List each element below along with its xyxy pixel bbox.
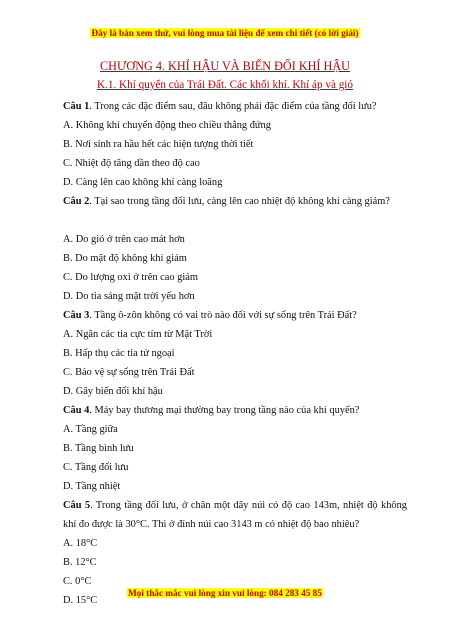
- question-text: . Máy bay thương mại thường bay trong tầng nào của khí quyển?: [89, 405, 360, 416]
- question-stem: [63, 496, 407, 534]
- answer-option: B. Tầng bình lưu: [63, 443, 134, 454]
- question-stem: [63, 401, 407, 420]
- question-label: Câu 3: [63, 310, 90, 321]
- answer-option: A. 18°C: [63, 538, 98, 549]
- question-text: . Tại sao trong tầng đối lưu, càng lên cao nhiệt độ không khí càng giảm?: [89, 196, 390, 207]
- answer-option: A. Không khí chuyển động theo chiều thẳng đứng: [63, 120, 271, 131]
- answer-option: D. Tầng nhiệt: [63, 481, 121, 492]
- answer-option: C. Bảo vệ sự sống trên Trái Đất: [63, 367, 195, 378]
- chapter-title: CHƯƠNG 4. KHÍ HẬU VÀ BIẾN ĐỔI KHÍ HẬU: [100, 59, 350, 73]
- answer-option: D. Càng lên cao không khí càng loãng: [63, 177, 223, 188]
- answer-option: A. Tầng giữa: [63, 424, 118, 435]
- answer-option: C. Nhiệt độ tăng dần theo độ cao: [63, 158, 200, 169]
- contact-footer: [0, 588, 450, 598]
- answer-option: C. 0°C: [63, 576, 92, 587]
- answer-option: A. Do gió ở trên cao mát hơn: [63, 234, 185, 245]
- answer-option: B. Do mật độ không khí giảm: [63, 253, 187, 264]
- question-label: Câu 5: [63, 500, 91, 511]
- preview-banner-text: Đây là bản xem thử, vui lòng mua tài liệu để xem chi tiết (có lời giải): [91, 28, 359, 38]
- answer-option: D. Gây biến đổi khí hậu: [63, 386, 163, 397]
- question-text: . Tầng ô-zôn không có vai trò nào đối với sự sống trên Trái Đất?: [89, 310, 357, 321]
- question-label: Câu 1: [63, 101, 90, 112]
- question-label: Câu 4: [63, 405, 90, 416]
- preview-banner: [0, 28, 450, 38]
- answer-option: A. Ngăn các tia cực tím từ Mặt Trời: [63, 329, 213, 340]
- answer-option: C. Do lượng oxi ở trên cao giảm: [63, 272, 198, 283]
- answer-option: B. Nơi sinh ra hầu hết các hiện tượng thời tiết: [63, 139, 254, 150]
- answer-option: B. 12°C: [63, 557, 97, 568]
- section-title: K.1. Khí quyển của Trái Đất. Các khối khí. Khí áp và gió: [96, 79, 354, 91]
- question-list: [63, 97, 407, 610]
- question-text: . Trong các đặc điểm sau, đâu không phải đặc điểm của tầng đối lưu?: [89, 101, 377, 112]
- question-label: Câu 2: [63, 196, 90, 207]
- answer-option: C. Tầng đối lưu: [63, 462, 129, 473]
- question-stem: [63, 192, 407, 230]
- question-stem: [63, 306, 407, 325]
- answer-option: D. 15°C: [63, 595, 98, 606]
- answer-option: B. Hấp thụ các tia tử ngoại: [63, 348, 175, 359]
- answer-option: D. Do tia sáng mặt trời yếu hơn: [63, 291, 195, 302]
- question-stem: [63, 97, 407, 116]
- contact-footer-text: Mọi thắc mắc vui lòng xin vui lòng: 084 283 45 85: [128, 588, 322, 598]
- question-text: . Trong tầng đối lưu, ở chân một dãy núi có độ cao 143m, nhiệt độ không khí đo được là 30°C. Thì ở đỉnh núi cao 3143 m có nhiệt độ bao nhiêu?: [63, 500, 407, 530]
